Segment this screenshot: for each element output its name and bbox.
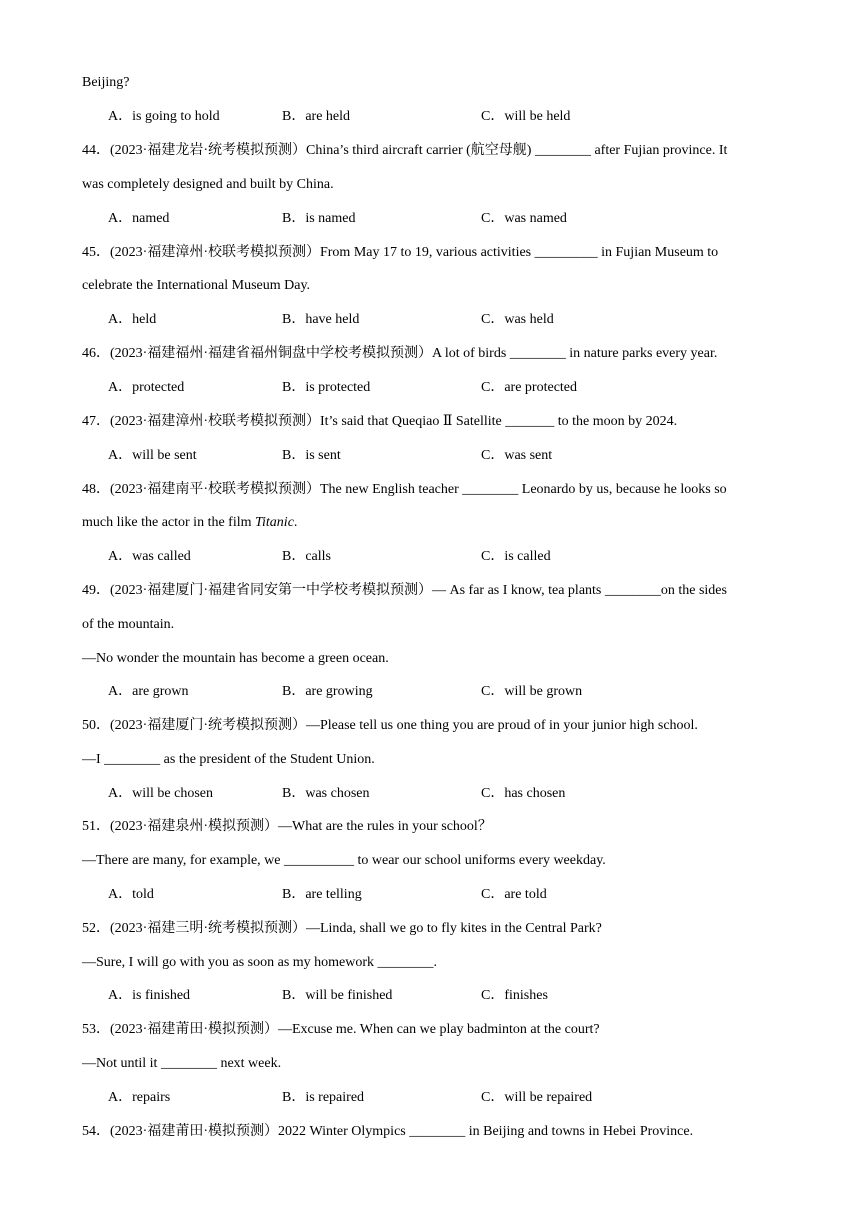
question-44-text-cont: was completely designed and built by China.: [82, 177, 334, 192]
option-b[interactable]: B．are telling: [282, 887, 362, 902]
question-49-reply: —No wonder the mountain has become a green ocean.: [82, 651, 389, 666]
question-44-options: [108, 210, 808, 228]
question-47-text: 47．(2023·福建漳州·校联考模拟预测）It’s said that Queqiao Ⅱ Satellite _______ to the moon by 2024.: [82, 414, 678, 429]
question-47-options: [108, 447, 808, 465]
question-51-reply: —There are many, for example, we __________ to wear our school uniforms every weekday.: [82, 853, 606, 868]
question-52-text: 52．(2023·福建三明·统考模拟预测）—Linda, shall we go to fly kites in the Central Park?: [82, 921, 602, 936]
question-48-text-post: .: [293, 515, 298, 530]
option-a[interactable]: A．protected: [108, 380, 185, 395]
option-b[interactable]: B．is repaired: [282, 1090, 365, 1105]
option-a[interactable]: A．was called: [108, 549, 191, 564]
option-a[interactable]: A．are grown: [108, 684, 189, 699]
question-52-options: [108, 987, 808, 1005]
option-c[interactable]: C．will be grown: [481, 684, 583, 699]
option-b[interactable]: B．is named: [282, 211, 356, 226]
question-53-options: [108, 1089, 808, 1107]
question-50-text: 50．(2023·福建厦门·统考模拟预测）—Please tell us one thing you are proud of in your junior high school.: [82, 718, 698, 733]
question-49-options: [108, 683, 808, 701]
question-53-text: 53．(2023·福建莆田·模拟预测）—Excuse me. When can we play badminton at the court?: [82, 1022, 600, 1037]
question-48-text-cont: [82, 514, 802, 532]
question-51-options: [108, 886, 808, 904]
question-45-text-cont: celebrate the International Museum Day.: [82, 278, 311, 293]
option-b[interactable]: B．are growing: [282, 684, 373, 699]
option-c[interactable]: C．are told: [481, 887, 547, 902]
question-45-options: [108, 311, 808, 329]
question-49-text-cont: of the mountain.: [82, 617, 175, 632]
question-51-text: 51．(2023·福建泉州·模拟预测）—What are the rules in your school？: [82, 819, 492, 834]
film-title: Titanic: [255, 515, 294, 530]
option-b[interactable]: B．calls: [282, 549, 331, 564]
option-c[interactable]: C．has chosen: [481, 786, 566, 801]
question-48-text: 48．(2023·福建南平·校联考模拟预测）The new English teacher ________ Leonardo by us, because he looks so: [82, 482, 727, 497]
option-b[interactable]: B．will be finished: [282, 988, 393, 1003]
option-a[interactable]: A．will be sent: [108, 448, 197, 463]
question-46-text: 46．(2023·福建福州·福建省福州铜盘中学校考模拟预测）A lot of birds ________ in nature parks every year.: [82, 346, 718, 361]
question-50-reply: —I ________ as the president of the Student Union.: [82, 752, 375, 767]
option-b[interactable]: B．is sent: [282, 448, 341, 463]
option-a[interactable]: A．repairs: [108, 1090, 171, 1105]
question-45-text: 45．(2023·福建漳州·校联考模拟预测）From May 17 to 19, various activities _________ in Fujian Museum to: [82, 245, 719, 260]
option-c[interactable]: C．was named: [481, 211, 567, 226]
option-b[interactable]: B．is protected: [282, 380, 371, 395]
option-a[interactable]: A．told: [108, 887, 154, 902]
option-c[interactable]: C．will be held: [481, 109, 571, 124]
option-a[interactable]: A．is finished: [108, 988, 191, 1003]
question-49-text: 49．(2023·福建厦门·福建省同安第一中学校考模拟预测）— As far as I know, tea plants ________on the sides: [82, 583, 727, 598]
question-53-reply: —Not until it ________ next week.: [82, 1056, 282, 1071]
option-a[interactable]: A．will be chosen: [108, 786, 213, 801]
option-c[interactable]: C．is called: [481, 549, 551, 564]
question-52-reply: —Sure, I will go with you as soon as my homework ________.: [82, 955, 438, 970]
question-54-text: 54．(2023·福建莆田·模拟预测）2022 Winter Olympics ________ in Beijing and towns in Hebei Province.: [82, 1124, 694, 1139]
question-48-options: [108, 548, 808, 566]
option-a[interactable]: A．is going to hold: [108, 109, 220, 124]
question-48-text-pre: much like the actor in the film: [82, 515, 256, 530]
question-50-options: [108, 785, 808, 803]
question-44-text: 44．(2023·福建龙岩·统考模拟预测）China’s third aircraft carrier (航空母舰) ________ after Fujian province. It: [82, 143, 728, 158]
option-a[interactable]: A．held: [108, 312, 157, 327]
option-c[interactable]: C．was held: [481, 312, 554, 327]
option-c[interactable]: C．was sent: [481, 448, 553, 463]
question-46-options: [108, 379, 808, 397]
question-43-text: Beijing?: [82, 75, 130, 90]
option-c[interactable]: C．finishes: [481, 988, 548, 1003]
question-43-options: [108, 108, 808, 126]
option-c[interactable]: C．will be repaired: [481, 1090, 593, 1105]
option-b[interactable]: B．have held: [282, 312, 360, 327]
option-a[interactable]: A．named: [108, 211, 170, 226]
option-c[interactable]: C．are protected: [481, 380, 578, 395]
option-b[interactable]: B．was chosen: [282, 786, 370, 801]
option-b[interactable]: B．are held: [282, 109, 351, 124]
